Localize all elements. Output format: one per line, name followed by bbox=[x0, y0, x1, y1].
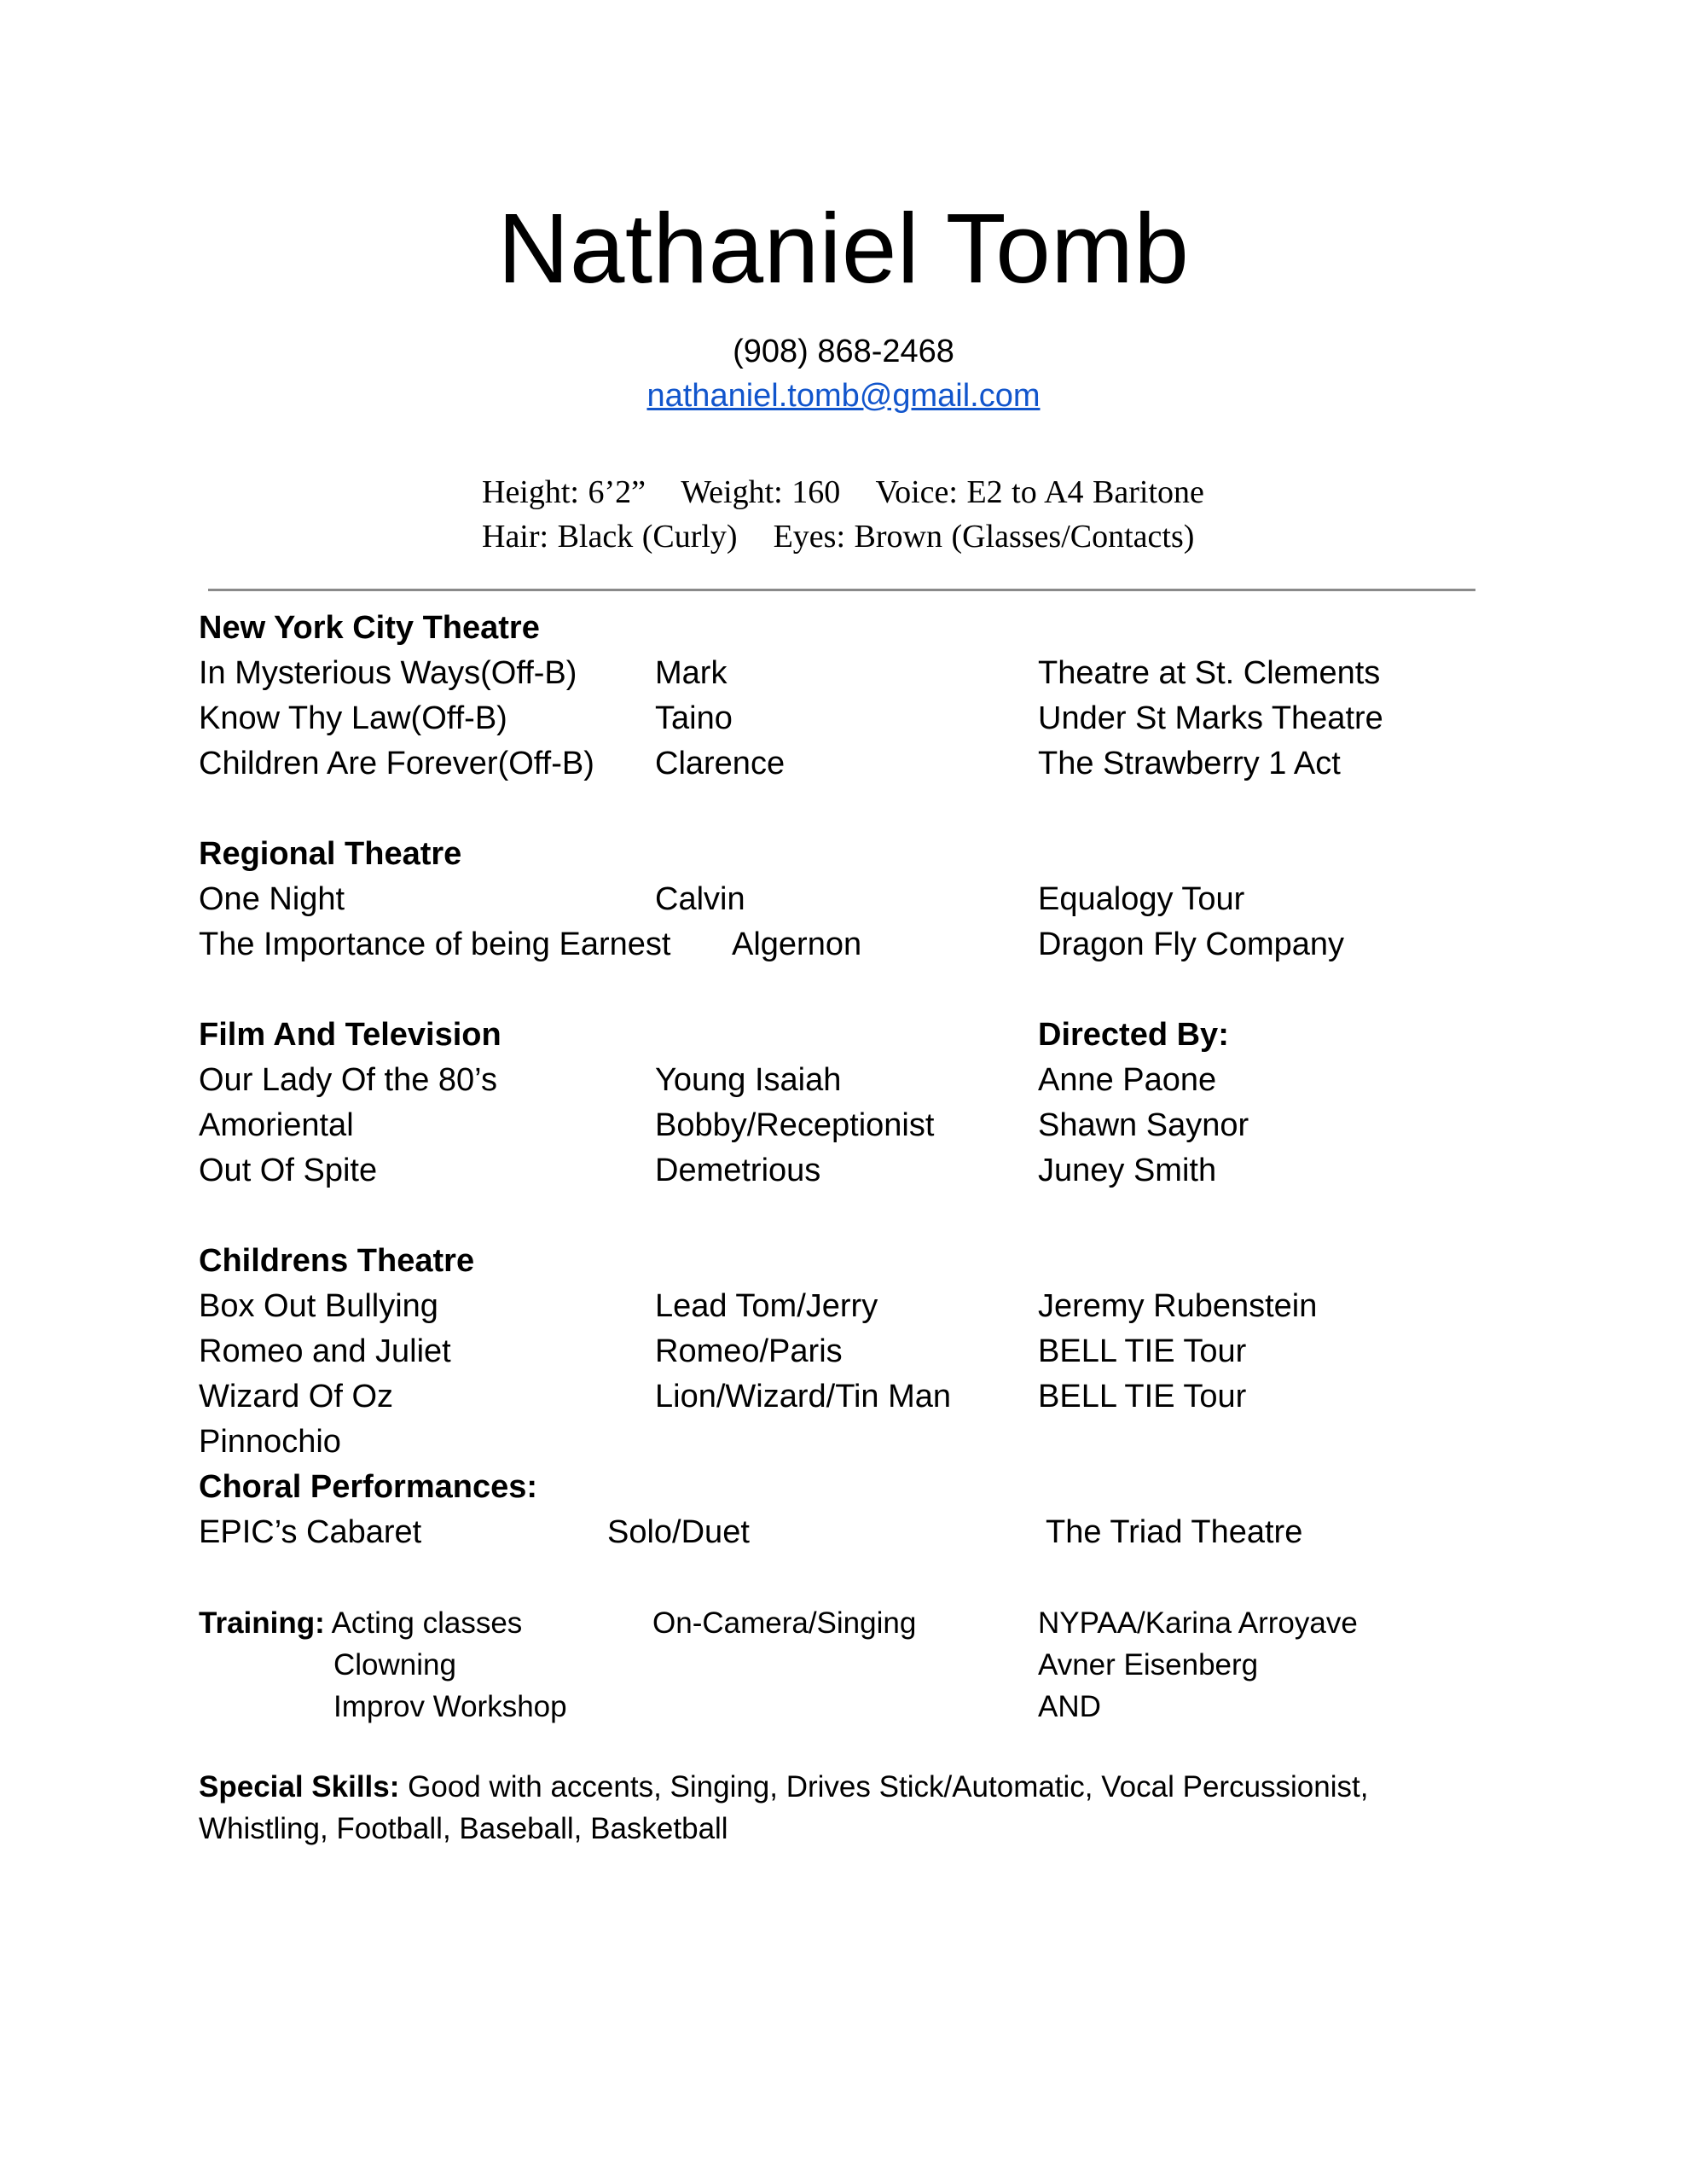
credit-venue: Dragon Fly Company bbox=[1038, 926, 1345, 962]
credit-director: Shawn Saynor bbox=[1038, 1107, 1249, 1143]
training-row bbox=[199, 1604, 522, 1643]
credit-title: Children Are Forever(Off-B) bbox=[199, 746, 594, 781]
section-heading-nyc: New York City Theatre bbox=[199, 610, 540, 646]
credit-director: Anne Paone bbox=[1038, 1062, 1217, 1098]
stat-hair: Hair: Black (Curly) bbox=[482, 519, 738, 555]
credit-venue: The Triad Theatre bbox=[1046, 1514, 1303, 1550]
credit-role: Romeo/Paris bbox=[655, 1333, 843, 1369]
credit-venue: BELL TIE Tour bbox=[1038, 1379, 1247, 1414]
directed-by-heading: Directed By: bbox=[1038, 1017, 1229, 1053]
section-heading-choral: Choral Performances: bbox=[199, 1469, 538, 1505]
stat-eyes: Eyes: Brown (Glasses/Contacts) bbox=[773, 519, 1195, 555]
training-teacher: Avner Eisenberg bbox=[1038, 1648, 1259, 1682]
training-teacher: NYPAA/Karina Arroyave bbox=[1038, 1606, 1358, 1640]
training-label: Training: bbox=[199, 1606, 325, 1640]
special-skills-label: Special Skills: bbox=[199, 1770, 400, 1804]
credit-role: Lion/Wizard/Tin Man bbox=[655, 1379, 952, 1414]
credit-title: Box Out Bullying bbox=[199, 1288, 438, 1324]
email-link[interactable]: nathaniel.tomb@gmail.com bbox=[646, 378, 1041, 414]
credit-venue: Equalogy Tour bbox=[1038, 881, 1245, 917]
credit-role: Clarence bbox=[655, 746, 786, 781]
credit-role: Lead Tom/Jerry bbox=[655, 1288, 878, 1324]
section-heading-childrens: Childrens Theatre bbox=[199, 1243, 475, 1279]
special-skills-text: Good with accents, Singing, Drives Stick/Automatic, Vocal Percussionist, bbox=[408, 1770, 1369, 1804]
stats-line-2 bbox=[482, 518, 1194, 555]
special-skills-line-1 bbox=[199, 1768, 1368, 1807]
credit-role: Calvin bbox=[655, 881, 745, 917]
credit-role: Mark bbox=[655, 655, 728, 691]
credit-venue: The Strawberry 1 Act bbox=[1038, 746, 1341, 781]
stat-weight: Weight: 160 bbox=[681, 474, 841, 510]
stats-line-1 bbox=[482, 473, 1204, 511]
credit-role: Solo/Duet bbox=[607, 1514, 750, 1550]
credit-title: The Importance of being Earnest bbox=[199, 926, 671, 962]
credit-title: Know Thy Law(Off-B) bbox=[199, 700, 507, 736]
section-heading-regional: Regional Theatre bbox=[199, 836, 462, 872]
credit-role: Algernon bbox=[732, 926, 862, 962]
credit-venue: Jeremy Rubenstein bbox=[1038, 1288, 1318, 1324]
actor-name: Nathaniel Tomb bbox=[497, 193, 1190, 304]
training-course: Clowning bbox=[333, 1648, 456, 1682]
credit-venue: BELL TIE Tour bbox=[1038, 1333, 1247, 1369]
credit-venue: Under St Marks Theatre bbox=[1038, 700, 1383, 736]
credit-title: Pinnochio bbox=[199, 1424, 341, 1460]
training-course: Acting classes bbox=[331, 1606, 523, 1640]
credit-venue: Theatre at St. Clements bbox=[1038, 655, 1381, 691]
credit-title: Out Of Spite bbox=[199, 1153, 378, 1188]
credit-title: Our Lady Of the 80’s bbox=[199, 1062, 497, 1098]
credit-title: Romeo and Juliet bbox=[199, 1333, 451, 1369]
credit-director: Juney Smith bbox=[1038, 1153, 1217, 1188]
credit-title: EPIC’s Cabaret bbox=[199, 1514, 422, 1550]
stat-voice: Voice: E2 to A4 Baritone bbox=[875, 474, 1204, 510]
training-type: On-Camera/Singing bbox=[652, 1606, 917, 1640]
credit-role: Young Isaiah bbox=[655, 1062, 842, 1098]
credit-title: Wizard Of Oz bbox=[199, 1379, 394, 1414]
training-course: Improv Workshop bbox=[333, 1690, 567, 1723]
training-teacher: AND bbox=[1038, 1690, 1101, 1723]
section-heading-film: Film And Television bbox=[199, 1017, 501, 1053]
credit-role: Bobby/Receptionist bbox=[655, 1107, 935, 1143]
credit-title: One Night bbox=[199, 881, 345, 917]
credit-role: Taino bbox=[655, 700, 733, 736]
divider-line bbox=[208, 589, 1475, 591]
credit-title: In Mysterious Ways(Off-B) bbox=[199, 655, 577, 691]
stat-height: Height: 6’2” bbox=[482, 474, 646, 510]
credit-title: Amoriental bbox=[199, 1107, 354, 1143]
phone-number: (908) 868-2468 bbox=[733, 334, 954, 369]
credit-role: Demetrious bbox=[655, 1153, 821, 1188]
email-line bbox=[0, 378, 1687, 415]
special-skills-line-2: Whistling, Football, Baseball, Basketball bbox=[199, 1812, 728, 1845]
